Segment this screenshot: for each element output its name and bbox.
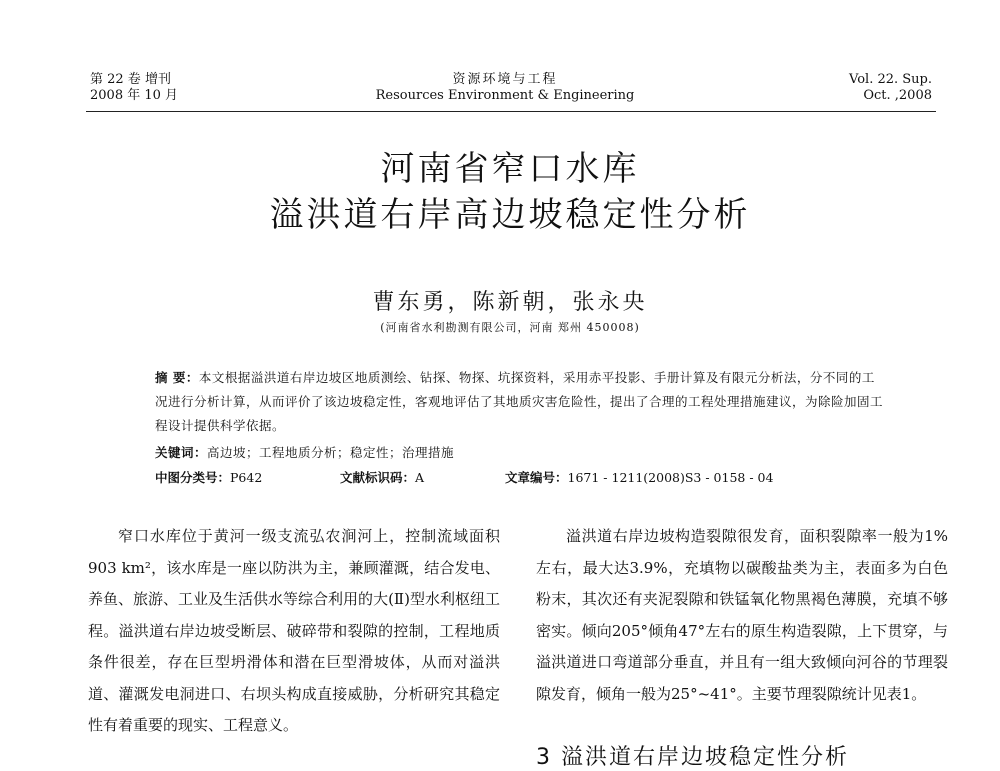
intro-paragraph: 窄口水库位于黄河一级支流弘农涧河上，控制流域面积903 km²，该水库是一座以防洪为主，兼顾灌溉，结合发电、养鱼、旅游、工业及生活供水等综合利用的大(Ⅱ)型水利枢纽工程。溢洪道右岸边坡受断层、破碎带和裂隙的控制，工程地质条件很差，存在巨型坍滑体和潜在巨型滑坡体，从而对溢洪道、灌溉发电洞进口、右坝头构成直接威胁，分析研究其稳定性有着重要的现实、工程意义。 <box>88 527 500 734</box>
journal-name-en: Resources Environment & Engineering <box>375 88 635 103</box>
header-center <box>360 72 650 104</box>
body-column-left <box>88 521 500 742</box>
header-rule <box>86 111 936 112</box>
volume-en: Vol. 22. Sup. <box>849 72 932 87</box>
clc-number <box>155 466 262 490</box>
title-line-2: 溢洪道右岸高边坡稳定性分析 <box>269 195 751 235</box>
abstract-label: 摘 要： <box>155 370 199 385</box>
affiliation: (河南省水利勘测有限公司，河南 郑州 450008) <box>380 321 640 334</box>
body-column-right <box>536 521 948 710</box>
title-line-1: 河南省窄口水库 <box>380 149 640 189</box>
clc-label: 中图分类号： <box>155 470 231 485</box>
abstract <box>155 366 885 438</box>
keywords-label: 关键词： <box>155 445 208 460</box>
clc-value: P642 <box>230 470 263 485</box>
fracture-paragraph: 溢洪道右岸边坡构造裂隙很发育，面积裂隙率一般为1%左右，最大达3.9%，充填物以碳酸盐类为主，表面多为白色粉末，其次还有夹泥裂隙和铁锰氧化物黑褐色薄膜，充填不够密实。倾向205°倾角47°左右的原生构造裂隙，上下贯穿，与溢洪道进口弯道部分垂直，并且有一组大致倾向河谷的节理裂隙发育，倾角一般为25°~41°。主要节理裂隙统计见表1。 <box>536 527 948 703</box>
date-en: Oct. ,2008 <box>863 88 932 103</box>
volume-issue: 第 22 卷 增刊 <box>90 72 171 87</box>
publication-date: 2008 年 10 月 <box>90 88 179 103</box>
authors: 曹东勇，陈新朝，张永央 <box>372 290 648 315</box>
header-right <box>849 72 932 104</box>
doc-code-value: A <box>415 470 425 485</box>
journal-name-cn: 资源环境与工程 <box>452 72 558 87</box>
article-number <box>505 466 773 490</box>
article-number-label: 文章编号： <box>505 470 568 485</box>
keywords-text: 高边坡；工程地质分析；稳定性；治理措施 <box>207 445 455 460</box>
section-heading: 3 溢洪道右岸边坡稳定性分析 <box>536 745 849 770</box>
article-number-value: 1671 - 1211(2008)S3 - 0158 - 04 <box>567 470 774 485</box>
abstract-text: 本文根据溢洪道右岸边坡区地质测绘、钻探、物探、坑探资料，采用赤平投影、手册计算及有限元分析法，分不同的工况进行分析计算，从而评价了该边坡稳定性，客观地评估了其地质灾害危险性，提出了合理的工程处理措施建议，为除险加固工程设计提供科学依据。 <box>155 370 884 433</box>
keywords <box>155 441 885 465</box>
article-title <box>150 146 870 238</box>
document-code <box>340 466 424 490</box>
header-left <box>90 72 178 104</box>
doc-code-label: 文献标识码： <box>340 470 416 485</box>
